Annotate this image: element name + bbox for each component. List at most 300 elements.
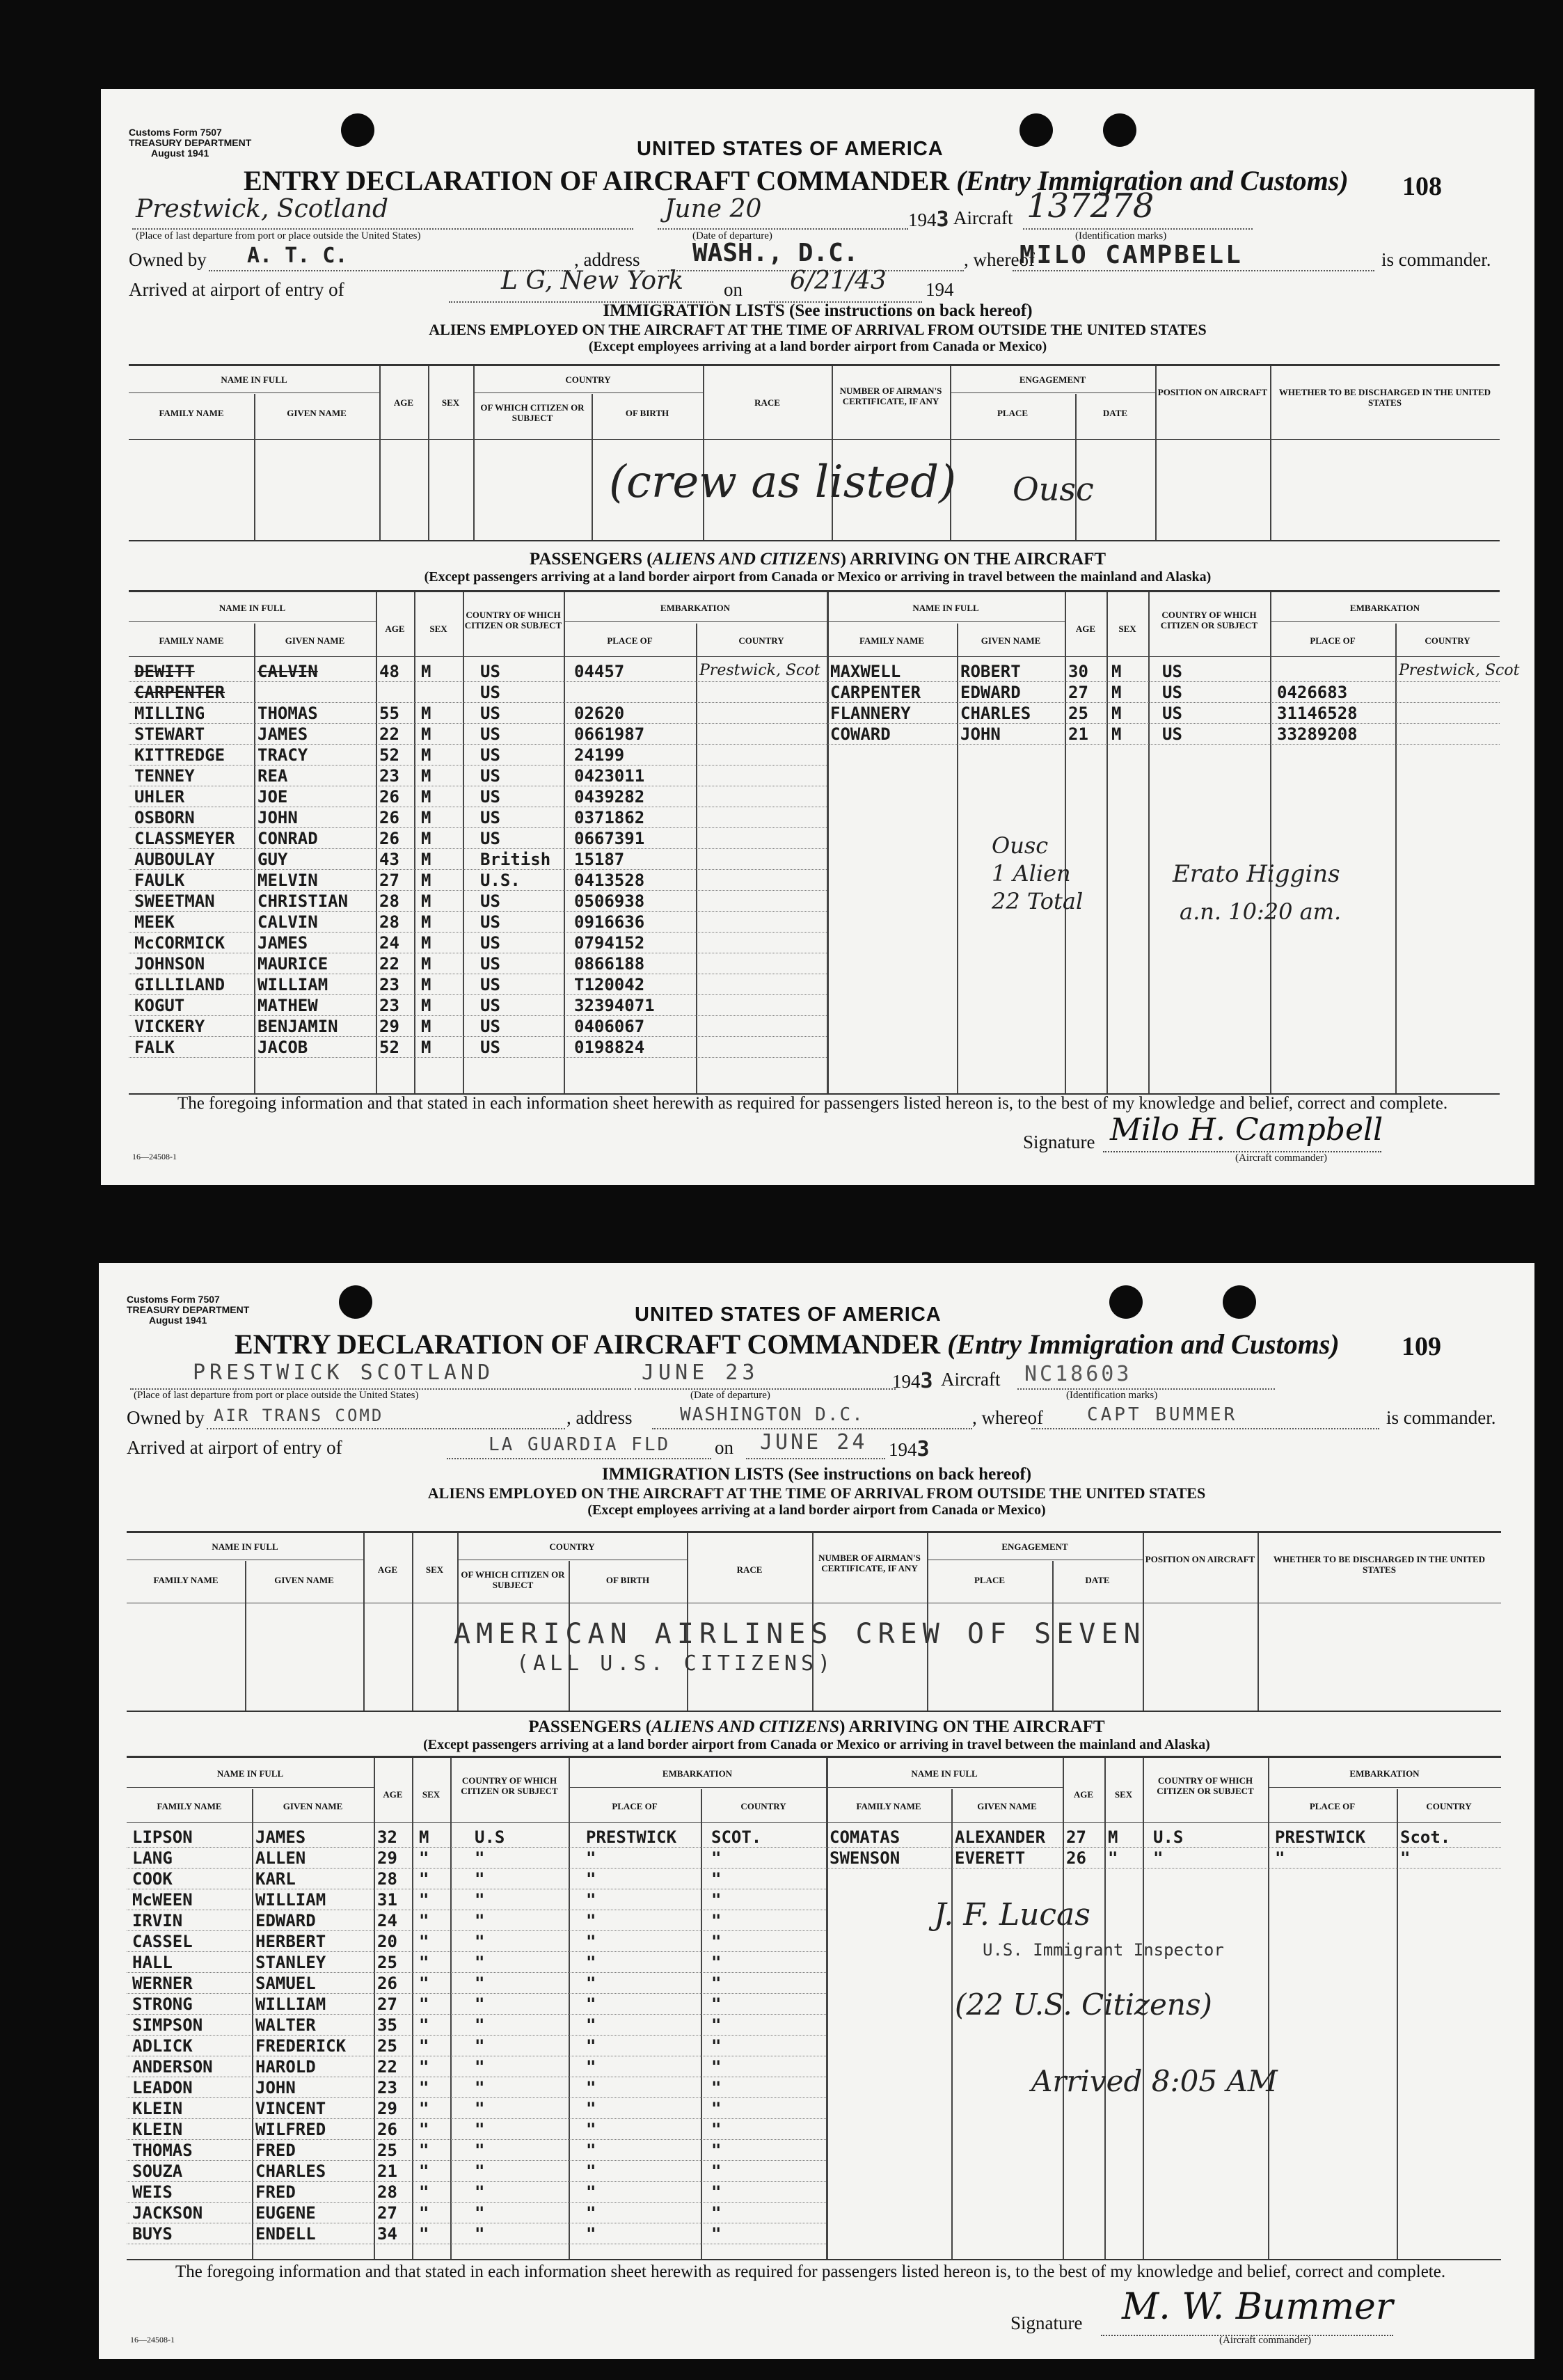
passenger-citizen-cell: US bbox=[480, 975, 500, 994]
passenger-citizen-cell: " bbox=[475, 2161, 485, 2181]
th-name: NAME IN FULL bbox=[221, 374, 287, 385]
form-title bbox=[235, 1328, 1340, 1360]
passenger-family-cell: ANDERSON bbox=[132, 2057, 213, 2077]
passenger-citizen-cell: US bbox=[480, 704, 500, 723]
owned-by-label: Owned by bbox=[127, 1407, 205, 1428]
passenger-sex-cell: " bbox=[419, 2120, 429, 2139]
passenger-given-cell: MATHEW bbox=[257, 996, 318, 1015]
passenger-citizen-cell: " bbox=[475, 2182, 485, 2202]
crew-note-citizens: (ALL U.S. CITIZENS) bbox=[516, 1651, 835, 1676]
inspector-signature: J. F. Lucas bbox=[934, 1897, 1090, 1933]
passenger-citizen-cell: " bbox=[475, 2057, 485, 2077]
passenger-country-cell: " bbox=[711, 1932, 722, 1951]
passenger-citizen-cell: US bbox=[1162, 683, 1182, 702]
declaration-sheet-108 bbox=[101, 89, 1534, 1185]
passenger-citizen-cell: U.S. bbox=[480, 871, 521, 890]
passengers-heading: PASSENGERS (ALIENS AND CITIZENS) ARRIVING ON THE AIRCRAFT (Except passengers arriving at a land border airport from Canada or Mexico or arriving in travel between the mainland and Alaska) bbox=[423, 1717, 1210, 1752]
passenger-sex-cell: " bbox=[419, 1994, 429, 2014]
passenger-place-cell: " bbox=[586, 2057, 596, 2077]
passenger-family-cell: AUBOULAY bbox=[134, 850, 215, 869]
passenger-given-cell: WALTER bbox=[255, 2015, 316, 2035]
passenger-family-cell: CLASSMEYER bbox=[134, 829, 235, 848]
passenger-age-cell: 52 bbox=[379, 745, 399, 765]
is-commander-label: is commander. bbox=[1386, 1407, 1496, 1428]
passenger-family-cell: LIPSON bbox=[132, 1827, 193, 1847]
passenger-citizen-cell: US bbox=[480, 1017, 500, 1036]
punch-hole bbox=[1019, 113, 1053, 147]
passenger-place-cell: " bbox=[586, 1932, 596, 1951]
th-age: AGE bbox=[393, 397, 414, 408]
passenger-given-cell: JAMES bbox=[257, 724, 308, 744]
passenger-age-cell: 34 bbox=[377, 2224, 397, 2244]
crew-note: AMERICAN AIRLINES CREW OF SEVEN bbox=[454, 1618, 1146, 1650]
passenger-country-cell: " bbox=[711, 1869, 722, 1889]
passenger-age-cell: 22 bbox=[379, 724, 399, 744]
passenger-place-cell: 0198824 bbox=[574, 1038, 645, 1057]
passenger-given-cell: JAMES bbox=[255, 1827, 306, 1847]
passenger-given-cell: JAMES bbox=[257, 933, 308, 953]
signature-label: Signature bbox=[1023, 1132, 1095, 1152]
passenger-place-cell: 0661987 bbox=[574, 724, 645, 744]
passenger-country-cell: " bbox=[711, 1974, 722, 1993]
arrival-year: 1943 bbox=[889, 1437, 930, 1461]
passenger-family-cell: MILLING bbox=[134, 704, 205, 723]
th-age: AGE bbox=[383, 1789, 403, 1800]
form-block bbox=[127, 1294, 249, 1326]
passenger-place-cell: " bbox=[586, 1911, 596, 1930]
passenger-family-cell: UHLER bbox=[134, 787, 185, 807]
passenger-age-cell: 28 bbox=[377, 2182, 397, 2202]
th-country: COUNTRY bbox=[565, 374, 611, 385]
passenger-age-cell: 26 bbox=[379, 829, 399, 848]
note-inspector: Erato Higgins bbox=[1173, 860, 1340, 888]
passenger-given-cell: WILFRED bbox=[255, 2120, 326, 2139]
punch-hole bbox=[1103, 113, 1136, 147]
country-heading: UNITED STATES OF AMERICA bbox=[637, 138, 944, 160]
passenger-given-cell: CHARLES bbox=[960, 704, 1031, 723]
note-time: a.n. 10:20 am. bbox=[1180, 898, 1342, 925]
th-place: PLACE OF bbox=[607, 635, 653, 646]
th-given: GIVEN NAME bbox=[274, 1575, 334, 1585]
arrival-date: JUNE 24 bbox=[760, 1430, 868, 1454]
passenger-age-cell: 55 bbox=[379, 704, 399, 723]
address-label: , address bbox=[566, 1407, 633, 1428]
form-code: 16—24508-1 bbox=[130, 2335, 175, 2345]
passenger-citizen-cell: US bbox=[1162, 662, 1182, 681]
passenger-given-cell: VINCENT bbox=[255, 2099, 326, 2118]
passenger-citizen-cell: US bbox=[480, 829, 500, 848]
passenger-sex-cell: " bbox=[419, 1848, 429, 1868]
passenger-family-cell: WERNER bbox=[132, 1974, 193, 1993]
passenger-sex-cell: M bbox=[421, 787, 431, 807]
passenger-place-cell: " bbox=[586, 2224, 596, 2244]
date-of-departure: JUNE 23 bbox=[642, 1360, 759, 1385]
passenger-family-cell: FAULK bbox=[134, 871, 185, 890]
passenger-given-cell: EVERETT bbox=[955, 1848, 1026, 1868]
punch-hole bbox=[339, 1285, 372, 1319]
passenger-given-cell: EDWARD bbox=[255, 1911, 316, 1930]
passenger-given-cell: CALVIN bbox=[257, 912, 318, 932]
passenger-citizen-cell: " bbox=[475, 2203, 485, 2223]
th-place: PLACE bbox=[997, 408, 1029, 418]
passenger-age-cell: 22 bbox=[379, 954, 399, 974]
th-engagement: ENGAGEMENT bbox=[1019, 374, 1086, 385]
form-date: August 1941 bbox=[151, 148, 209, 159]
passenger-age-cell: 23 bbox=[379, 996, 399, 1015]
passenger-sex-cell: M bbox=[1111, 662, 1122, 681]
passenger-given-cell: ALLEN bbox=[255, 1848, 306, 1868]
passenger-country-cell: " bbox=[711, 1953, 722, 1972]
passenger-age-cell: 27 bbox=[377, 2203, 397, 2223]
passenger-family-cell: CARPENTER bbox=[830, 683, 921, 702]
passenger-country-cell: " bbox=[711, 2182, 722, 2202]
passenger-place-cell: 0426683 bbox=[1277, 683, 1348, 702]
passenger-sex-cell: M bbox=[421, 912, 431, 932]
form-code: 16—24508-1 bbox=[132, 1152, 177, 1161]
commander-signature: Milo H. Campbell bbox=[1110, 1112, 1383, 1148]
passenger-citizen-cell: " bbox=[475, 2141, 485, 2160]
passenger-given-cell: WILLIAM bbox=[255, 1994, 326, 2014]
passenger-place-cell: " bbox=[586, 2203, 596, 2223]
th-name: NAME IN FULL bbox=[216, 1768, 284, 1779]
date-caption: (Date of departure) bbox=[692, 230, 772, 241]
passenger-family-cell: SIMPSON bbox=[132, 2015, 203, 2035]
passenger-country-cell: " bbox=[711, 1994, 722, 2014]
passenger-family-cell: COOK bbox=[132, 1869, 173, 1889]
th-given-2: GIVEN NAME bbox=[981, 635, 1041, 646]
aircraft-label: Aircraft bbox=[941, 1369, 1001, 1390]
passenger-family-cell: CARPENTER bbox=[134, 683, 225, 702]
th-place: PLACE bbox=[974, 1575, 1006, 1585]
arrival-date: 6/21/43 bbox=[790, 267, 887, 295]
passenger-citizen-cell: US bbox=[480, 933, 500, 953]
passenger-sex-cell: M bbox=[1111, 683, 1122, 702]
passenger-place-cell: 31146528 bbox=[1277, 704, 1358, 723]
passenger-family-cell: JOHNSON bbox=[134, 954, 205, 974]
passenger-age-cell: 52 bbox=[379, 1038, 399, 1057]
date-of-departure: June 20 bbox=[665, 195, 762, 223]
th-embarkation-2: EMBARKATION bbox=[1349, 603, 1420, 613]
passenger-age-cell: 27 bbox=[1068, 683, 1088, 702]
year-label: 1943 bbox=[908, 207, 949, 232]
place-of-departure: Prestwick, Scotland bbox=[136, 195, 389, 223]
th-sex: SEX bbox=[425, 1564, 444, 1575]
passenger-family-cell: THOMAS bbox=[132, 2141, 193, 2160]
passenger-family-cell: ADLICK bbox=[132, 2036, 193, 2056]
passenger-family-cell: McCORMICK bbox=[134, 933, 225, 953]
passenger-age-cell: 29 bbox=[377, 2099, 397, 2118]
passenger-family-cell: KOGUT bbox=[134, 996, 185, 1015]
passenger-given-cell: HAROLD bbox=[255, 2057, 316, 2077]
owned-by: A. T. C. bbox=[247, 244, 348, 268]
passenger-given-cell: FRED bbox=[255, 2141, 296, 2160]
passenger-family-cell: WEIS bbox=[132, 2182, 173, 2202]
passenger-age-cell: 26 bbox=[379, 787, 399, 807]
th-sex: SEX bbox=[422, 1789, 441, 1800]
crew-table bbox=[127, 1531, 1501, 1712]
passenger-age-cell: 23 bbox=[377, 2078, 397, 2097]
arrival-airport: LA GUARDIA FLD bbox=[489, 1434, 671, 1455]
passenger-family-cell: OSBORN bbox=[134, 808, 195, 827]
passenger-citizen-cell: US bbox=[480, 662, 500, 681]
page-number: 108 bbox=[1402, 172, 1442, 201]
passenger-citizen-cell: " bbox=[475, 2099, 485, 2118]
address: WASH., D.C. bbox=[692, 239, 859, 267]
arrival-time: Arrived 8:05 AM bbox=[1031, 2064, 1278, 2098]
passenger-age-cell: 26 bbox=[377, 2120, 397, 2139]
passenger-family-cell: HALL bbox=[132, 1953, 173, 1972]
passenger-place-cell: " bbox=[586, 2120, 596, 2139]
title-main: ENTRY DECLARATION OF AIRCRAFT COMMANDER bbox=[244, 165, 950, 196]
passenger-place-cell: " bbox=[586, 1869, 596, 1889]
passenger-citizen-cell: US bbox=[1162, 704, 1182, 723]
page-number: 109 bbox=[1402, 1332, 1441, 1361]
title-main: ENTRY DECLARATION OF AIRCRAFT COMMANDER bbox=[235, 1328, 941, 1360]
passengers-heading: PASSENGERS (ALIENS AND CITIZENS) ARRIVING ON THE AIRCRAFT (Except passengers arriving at a land border airport from Canada or Mexico or arriving in travel between the mainland and Alaska) bbox=[424, 550, 1212, 585]
passenger-given-cell: JOE bbox=[257, 787, 288, 807]
passenger-citizen-cell: US bbox=[480, 996, 500, 1015]
passenger-country-cell: " bbox=[711, 2203, 722, 2223]
country-heading: UNITED STATES OF AMERICA bbox=[635, 1303, 942, 1326]
passenger-place-cell: " bbox=[586, 1890, 596, 1910]
th-age-2: AGE bbox=[1075, 624, 1096, 634]
passenger-citizen-cell: " bbox=[1153, 1848, 1164, 1868]
passenger-country-cell: " bbox=[711, 1890, 722, 1910]
passenger-citizen-cell: US bbox=[480, 766, 500, 786]
passenger-sex-cell: M bbox=[419, 1827, 429, 1847]
passenger-family-cell: STRONG bbox=[132, 1994, 193, 2014]
passenger-place-cell: PRESTWICK bbox=[1275, 1827, 1366, 1847]
on-label: on bbox=[724, 279, 743, 300]
form-date: August 1941 bbox=[149, 1315, 207, 1326]
passenger-family-cell: FLANNERY bbox=[830, 704, 911, 723]
th-date: DATE bbox=[1102, 408, 1128, 418]
passenger-citizen-cell: US bbox=[480, 787, 500, 807]
passenger-place-cell: " bbox=[586, 1994, 596, 2014]
punch-hole bbox=[341, 113, 374, 147]
passenger-age-cell: 26 bbox=[377, 1974, 397, 1993]
arrival-year: 194 bbox=[926, 279, 954, 300]
th-certificate: NUMBER OF AIRMAN'S CERTIFICATE, IF ANY bbox=[818, 1553, 921, 1573]
th-family: FAMILY NAME bbox=[157, 1801, 222, 1811]
passenger-citizen-cell: " bbox=[475, 2015, 485, 2035]
passenger-given-cell: JOHN bbox=[255, 2078, 296, 2097]
passenger-place-cell: T120042 bbox=[574, 975, 645, 994]
whereof-label: , whereof bbox=[972, 1407, 1043, 1428]
passenger-family-cell: GILLILAND bbox=[134, 975, 225, 994]
passenger-country-cell: Prestwick, Scot bbox=[699, 662, 820, 679]
th-citizen: COUNTRY OF WHICH CITIZEN OR SUBJECT bbox=[464, 610, 562, 630]
passenger-sex-cell: " bbox=[419, 1890, 429, 1910]
passenger-given-cell: JOHN bbox=[960, 724, 1001, 744]
passenger-sex-cell: " bbox=[419, 2203, 429, 2223]
passenger-sex-cell: " bbox=[419, 1953, 429, 1972]
passenger-place-cell: " bbox=[586, 1848, 596, 1868]
passenger-given-cell: TRACY bbox=[257, 745, 308, 765]
th-name-2: NAME IN FULL bbox=[912, 603, 979, 613]
department: TREASURY DEPARTMENT bbox=[129, 137, 252, 148]
passenger-place-cell: 33289208 bbox=[1277, 724, 1358, 744]
passenger-country-cell: " bbox=[711, 2015, 722, 2035]
passenger-given-cell: THOMAS bbox=[257, 704, 318, 723]
th-position: POSITION ON AIRCRAFT bbox=[1157, 387, 1268, 397]
passenger-citizen-cell: US bbox=[1162, 724, 1182, 744]
passenger-sex-cell: M bbox=[421, 662, 431, 681]
passenger-place-cell: PRESTWICK bbox=[586, 1827, 677, 1847]
passenger-country-cell: " bbox=[711, 2161, 722, 2181]
inspector-title: U.S. Immigrant Inspector bbox=[983, 1940, 1224, 1960]
arrival-airport: L G, New York bbox=[501, 267, 684, 295]
arrived-label: Arrived at airport of entry of bbox=[129, 279, 344, 300]
th-sex: SEX bbox=[441, 397, 460, 408]
th-family-2: FAMILY NAME bbox=[856, 1801, 921, 1811]
commander-signature: M. W. Bummer bbox=[1122, 2286, 1393, 2328]
passenger-sex-cell: M bbox=[1111, 704, 1122, 723]
th-age: AGE bbox=[377, 1564, 398, 1575]
passenger-age-cell: 48 bbox=[379, 662, 399, 681]
th-country: COUNTRY bbox=[738, 635, 784, 646]
passenger-age-cell: 27 bbox=[379, 871, 399, 890]
passenger-sex-cell: M bbox=[421, 850, 431, 869]
passenger-given-cell: MAURICE bbox=[257, 954, 328, 974]
passenger-given-cell: CHARLES bbox=[255, 2161, 326, 2181]
certification-text: The foregoing information and that stated in each information sheet herewith as required for passengers listed hereon is, to the best of my knowledge and belief, correct and complete. bbox=[175, 2262, 1446, 2281]
passenger-citizen-cell: US bbox=[480, 891, 500, 911]
commander-name: MILO CAMPBELL bbox=[1019, 241, 1243, 269]
th-place-2: PLACE OF bbox=[1310, 635, 1356, 646]
passenger-given-cell: JOHN bbox=[257, 808, 298, 827]
th-position: POSITION ON AIRCRAFT bbox=[1145, 1554, 1255, 1564]
passenger-sex-cell: M bbox=[421, 933, 431, 953]
passenger-age-cell: 26 bbox=[1066, 1848, 1086, 1868]
passenger-family-cell: SOUZA bbox=[132, 2161, 183, 2181]
passenger-place-cell: 0506938 bbox=[574, 891, 645, 911]
passenger-given-cell: ALEXANDER bbox=[955, 1827, 1046, 1847]
th-citizen: OF WHICH CITIZEN OR SUBJECT bbox=[480, 402, 585, 423]
declaration-sheet-109 bbox=[99, 1263, 1534, 2359]
aircraft-label: Aircraft bbox=[953, 207, 1013, 228]
passenger-age-cell: 25 bbox=[377, 2036, 397, 2056]
owned-by: AIR TRANS COMD bbox=[214, 1406, 384, 1425]
passenger-sex-cell: M bbox=[1108, 1827, 1118, 1847]
passenger-table bbox=[129, 590, 1520, 1095]
crew-table bbox=[129, 364, 1500, 541]
passenger-country-cell: " bbox=[711, 2224, 722, 2244]
passenger-sex-cell: " bbox=[419, 1911, 429, 1930]
passenger-citizen-cell: " bbox=[475, 2078, 485, 2097]
passenger-family-cell: MEEK bbox=[134, 912, 175, 932]
passenger-given-cell: EUGENE bbox=[255, 2203, 316, 2223]
passenger-given-cell: FREDERICK bbox=[255, 2036, 347, 2056]
form-title bbox=[244, 164, 1349, 197]
passenger-place-cell: 04457 bbox=[574, 662, 625, 681]
is-commander-label: is commander. bbox=[1381, 249, 1491, 270]
passenger-sex-cell: M bbox=[421, 1038, 431, 1057]
passenger-sex-cell: M bbox=[421, 871, 431, 890]
passenger-sex-cell: M bbox=[421, 808, 431, 827]
passenger-given-cell: SAMUEL bbox=[255, 1974, 316, 1993]
passenger-sex-cell: " bbox=[419, 2161, 429, 2181]
year-label: 1943 bbox=[892, 1369, 933, 1393]
passenger-given-cell: ENDELL bbox=[255, 2224, 316, 2244]
passenger-country-cell: " bbox=[711, 2120, 722, 2139]
passenger-citizen-cell: US bbox=[480, 912, 500, 932]
passenger-given-cell: BENJAMIN bbox=[257, 1017, 338, 1036]
aircraft-id: NC18603 bbox=[1024, 1362, 1132, 1386]
passenger-age-cell: 23 bbox=[379, 766, 399, 786]
passenger-given-cell: STANLEY bbox=[255, 1953, 326, 1972]
passenger-citizen-cell: US bbox=[480, 954, 500, 974]
passenger-age-cell: 28 bbox=[377, 1869, 397, 1889]
passenger-sex-cell: " bbox=[419, 2015, 429, 2035]
passenger-sex-cell: M bbox=[421, 996, 431, 1015]
th-sex-2: SEX bbox=[1114, 1789, 1133, 1800]
passenger-place-cell: 0916636 bbox=[574, 912, 645, 932]
th-country: COUNTRY bbox=[740, 1801, 786, 1811]
passenger-citizen-cell: " bbox=[475, 1890, 485, 1910]
note-total: 22 Total bbox=[992, 888, 1084, 914]
passenger-citizen-cell: " bbox=[475, 2120, 485, 2139]
crew-note: (crew as listed) bbox=[609, 457, 957, 508]
passenger-age-cell: 29 bbox=[379, 1017, 399, 1036]
passenger-place-cell: " bbox=[586, 1953, 596, 1972]
passenger-given-cell: KARL bbox=[255, 1869, 296, 1889]
passenger-country-cell: " bbox=[711, 2099, 722, 2118]
passenger-country-cell: SCOT. bbox=[711, 1827, 762, 1847]
th-race: RACE bbox=[736, 1564, 763, 1575]
passenger-citizen-cell: " bbox=[475, 1932, 485, 1951]
passenger-place-cell: " bbox=[586, 2099, 596, 2118]
passenger-citizen-cell: US bbox=[480, 745, 500, 765]
place-of-departure: PRESTWICK SCOTLAND bbox=[193, 1360, 495, 1385]
passenger-family-cell: KLEIN bbox=[132, 2099, 183, 2118]
passenger-citizen-cell: " bbox=[475, 1869, 485, 1889]
th-sex: SEX bbox=[429, 624, 447, 634]
note-ousc: Ousc bbox=[992, 832, 1049, 859]
arrived-label: Arrived at airport of entry of bbox=[127, 1437, 342, 1458]
passenger-family-cell: DEWITT bbox=[134, 662, 195, 681]
th-family: FAMILY NAME bbox=[159, 408, 224, 418]
passenger-citizen-cell: " bbox=[475, 1953, 485, 1972]
th-given: GIVEN NAME bbox=[285, 635, 345, 646]
passenger-age-cell: 21 bbox=[377, 2161, 397, 2181]
passenger-citizen-cell: " bbox=[475, 1911, 485, 1930]
passenger-citizen-cell: US bbox=[480, 808, 500, 827]
passenger-age-cell: 27 bbox=[1066, 1827, 1086, 1847]
passenger-sex-cell: M bbox=[421, 724, 431, 744]
th-age: AGE bbox=[385, 624, 405, 634]
passenger-family-cell: LEADON bbox=[132, 2078, 193, 2097]
passenger-given-cell: WILLIAM bbox=[257, 975, 328, 994]
passenger-place-cell: " bbox=[1275, 1848, 1285, 1868]
passenger-country-cell: " bbox=[711, 2078, 722, 2097]
passenger-place-cell: 32394071 bbox=[574, 996, 655, 1015]
th-place: PLACE OF bbox=[612, 1801, 658, 1811]
passenger-age-cell: 32 bbox=[377, 1827, 397, 1847]
passenger-family-cell: COMATAS bbox=[830, 1827, 900, 1847]
passenger-citizen-cell: " bbox=[475, 2036, 485, 2056]
th-date: DATE bbox=[1085, 1575, 1110, 1585]
passenger-given-cell: CONRAD bbox=[257, 829, 318, 848]
th-country-2: COUNTRY bbox=[1426, 1801, 1472, 1811]
punch-hole bbox=[1109, 1285, 1143, 1319]
th-embarkation: EMBARKATION bbox=[662, 1768, 733, 1779]
passenger-place-cell: 0667391 bbox=[574, 829, 645, 848]
th-discharged: WHETHER TO BE DISCHARGED IN THE UNITED STATES bbox=[1278, 387, 1491, 408]
passenger-sex-cell: " bbox=[419, 1869, 429, 1889]
passenger-place-cell: 0406067 bbox=[574, 1017, 645, 1036]
th-given-2: GIVEN NAME bbox=[977, 1801, 1037, 1811]
